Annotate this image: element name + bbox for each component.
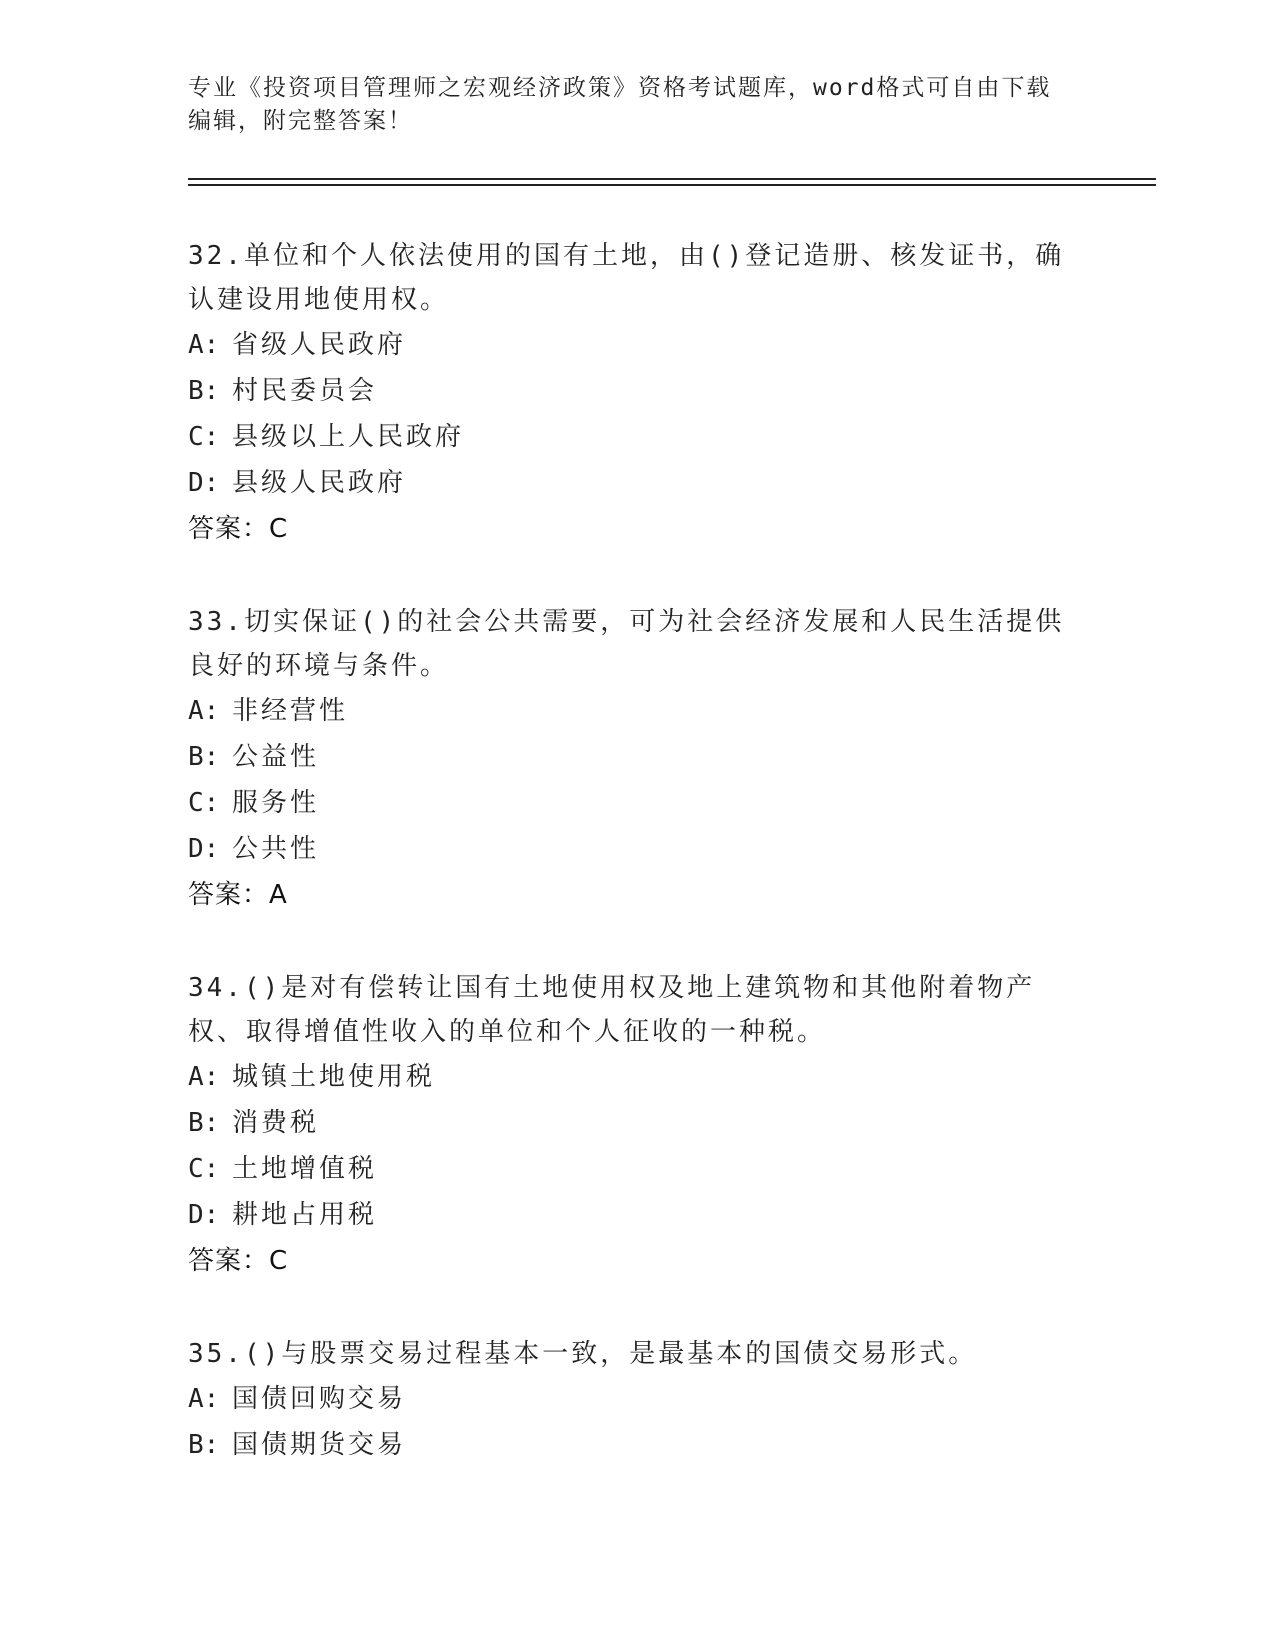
option-letter: A: bbox=[188, 1062, 220, 1092]
option-a bbox=[188, 1376, 1088, 1422]
header-divider-top bbox=[188, 178, 1156, 180]
option-letter: B: bbox=[188, 1430, 220, 1460]
question-text: 32.单位和个人依法使用的国有土地，由()登记造册、核发证书，确认建设用地使用权。 bbox=[188, 241, 1065, 315]
answer-line: 答案：C bbox=[188, 1246, 289, 1276]
option-text: 公益性 bbox=[232, 742, 320, 772]
option-text: 县级以上人民政府 bbox=[232, 422, 465, 452]
option-b bbox=[188, 368, 1088, 414]
option-b bbox=[188, 734, 1088, 780]
option-letter: D: bbox=[188, 468, 220, 498]
option-d bbox=[188, 826, 1088, 872]
option-text: 村民委员会 bbox=[232, 376, 378, 406]
answer-line: 答案：A bbox=[188, 880, 288, 910]
option-text: 国债期货交易 bbox=[232, 1430, 407, 1460]
option-letter: A: bbox=[188, 696, 220, 726]
option-a bbox=[188, 688, 1088, 734]
option-letter: C: bbox=[188, 788, 220, 818]
option-letter: C: bbox=[188, 1154, 220, 1184]
question-32 bbox=[188, 234, 1088, 552]
option-text: 消费税 bbox=[232, 1108, 320, 1138]
option-d bbox=[188, 460, 1088, 506]
option-b bbox=[188, 1100, 1088, 1146]
option-text: 省级人民政府 bbox=[232, 330, 407, 360]
header-divider-bottom bbox=[188, 184, 1156, 186]
option-letter: D: bbox=[188, 1200, 220, 1230]
option-b bbox=[188, 1422, 1088, 1468]
document-header: 专业《投资项目管理师之宏观经济政策》资格考试题库，word格式可自由下载编辑，附完整答案！ bbox=[188, 75, 1052, 134]
question-33 bbox=[188, 600, 1088, 918]
option-text: 公共性 bbox=[232, 834, 320, 864]
option-text: 土地增值税 bbox=[232, 1154, 378, 1184]
option-d bbox=[188, 1192, 1088, 1238]
option-text: 城镇土地使用税 bbox=[232, 1062, 436, 1092]
question-text: 34.()是对有偿转让国有土地使用权及地上建筑物和其他附着物产权、取得增值性收入的单位和个人征收的一种税。 bbox=[188, 973, 1036, 1047]
option-letter: B: bbox=[188, 376, 220, 406]
option-text: 非经营性 bbox=[232, 696, 349, 726]
option-letter: D: bbox=[188, 834, 220, 864]
answer-line: 答案：C bbox=[188, 514, 289, 544]
option-text: 国债回购交易 bbox=[232, 1384, 407, 1414]
option-letter: A: bbox=[188, 1384, 220, 1414]
question-text: 33.切实保证()的社会公共需要，可为社会经济发展和人民生活提供良好的环境与条件。 bbox=[188, 607, 1065, 681]
option-text: 县级人民政府 bbox=[232, 468, 407, 498]
option-a bbox=[188, 1054, 1088, 1100]
question-34 bbox=[188, 966, 1088, 1284]
option-text: 耕地占用税 bbox=[232, 1200, 378, 1230]
option-letter: B: bbox=[188, 1108, 220, 1138]
question-35 bbox=[188, 1332, 1088, 1468]
question-text: 35.()与股票交易过程基本一致，是最基本的国债交易形式。 bbox=[188, 1339, 978, 1369]
option-text: 服务性 bbox=[232, 788, 320, 818]
option-letter: C: bbox=[188, 422, 220, 452]
option-a bbox=[188, 322, 1088, 368]
option-c bbox=[188, 414, 1088, 460]
option-c bbox=[188, 1146, 1088, 1192]
option-c bbox=[188, 780, 1088, 826]
option-letter: A: bbox=[188, 330, 220, 360]
option-letter: B: bbox=[188, 742, 220, 772]
